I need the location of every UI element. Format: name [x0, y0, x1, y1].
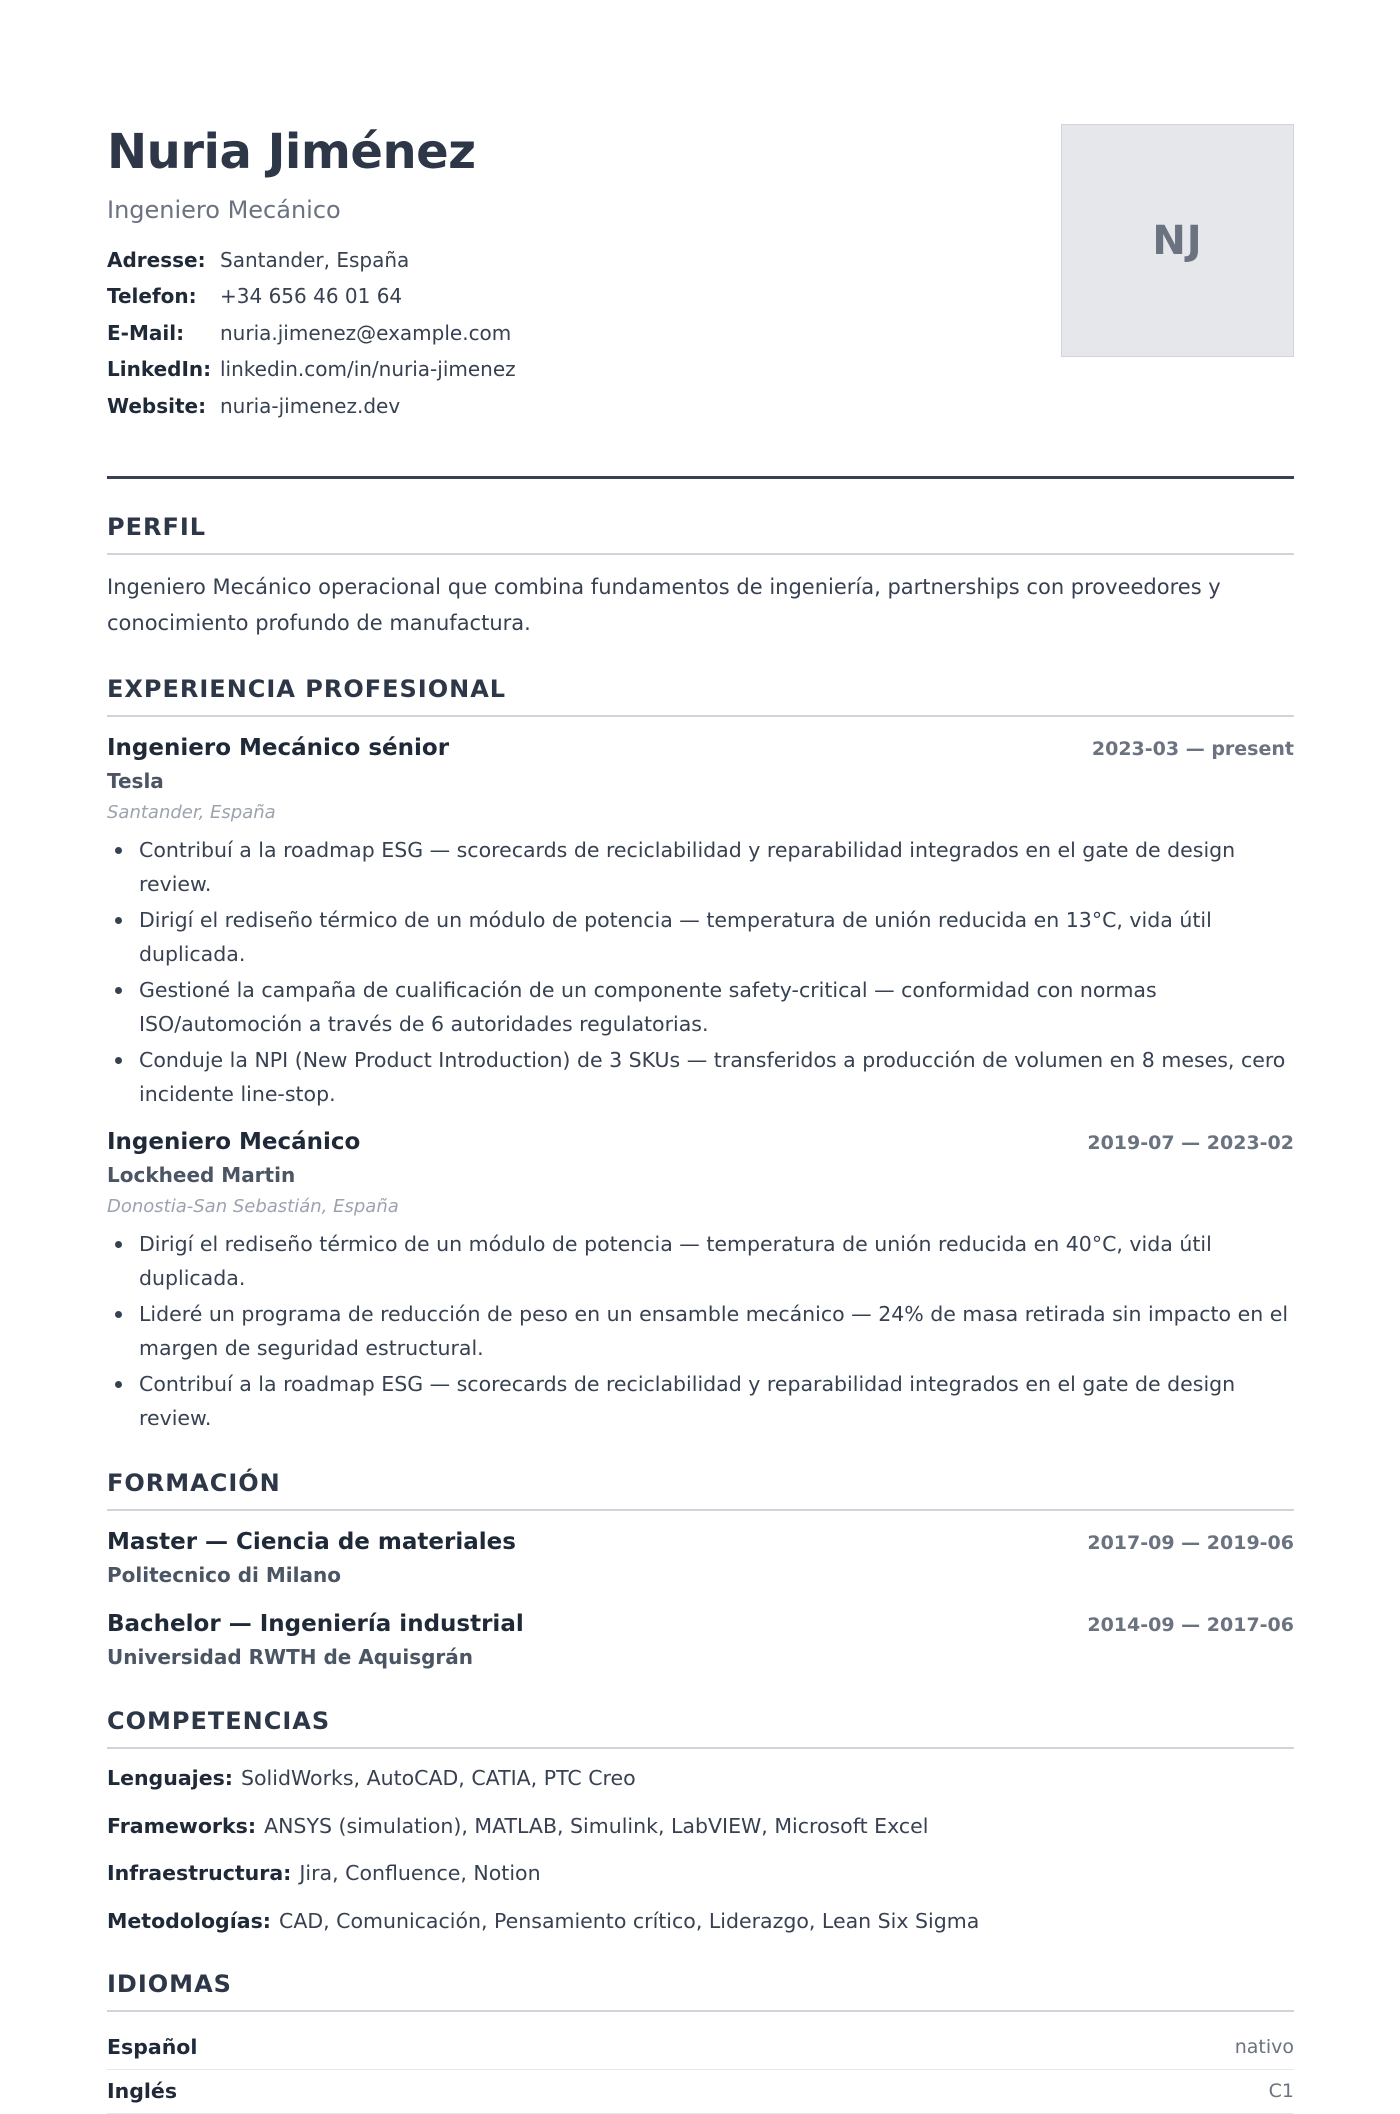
resume-header	[107, 124, 1294, 476]
contact-value: +34 656 46 01 64	[220, 284, 403, 309]
skill-row	[107, 1763, 1294, 1793]
education-dates: 2014-09 — 2017-06	[1087, 1614, 1294, 1636]
bullet-item: Gestioné la campaña de cualificación de un componente safety-critical — conformidad con normas ISO/automoción a través de 6 autoridades regulatorias.	[107, 973, 1294, 1041]
job-title: Ingeniero Mecánico sénior	[107, 735, 450, 761]
education-school: Politecnico di Milano	[107, 1563, 341, 1587]
contact-row-website	[107, 388, 1294, 425]
bullet-item: Dirigí el rediseño térmico de un módulo de potencia — temperatura de unión reducida en 13°C, vida útil duplicada.	[107, 903, 1294, 971]
education-entry	[107, 1525, 1294, 1591]
contact-value: linkedin.com/in/nuria-jimenez	[220, 357, 516, 382]
section-title: PERFIL	[107, 511, 1294, 555]
bullet-item: Dirigí el rediseño térmico de un módulo de potencia — temperatura de unión reducida en 40°C, vida útil duplicada.	[107, 1227, 1294, 1295]
skill-row	[107, 1858, 1294, 1888]
profile-section	[107, 511, 1294, 641]
education-degree: Master — Ciencia de materiales	[107, 1529, 516, 1555]
contact-value: Santander, España	[220, 247, 410, 272]
contact-label: LinkedIn:	[107, 357, 212, 382]
experience-section	[107, 673, 1294, 1435]
skill-label: Lenguajes:	[107, 1766, 233, 1790]
job-entry	[107, 731, 1294, 1111]
language-name: Español	[107, 2035, 198, 2059]
job-company: Lockheed Martin	[107, 1163, 296, 1187]
profile-summary: Ingeniero Mecánico operacional que combina fundamentos de ingeniería, partnerships con proveedores y conocimiento profundo de manufactura.	[107, 575, 1221, 635]
education-section	[107, 1467, 1294, 1673]
skill-value: SolidWorks, AutoCAD, CATIA, PTC Creo	[241, 1766, 636, 1790]
job-dates: 2019-07 — 2023-02	[1087, 1132, 1294, 1154]
candidate-role: Ingeniero Mecánico	[107, 195, 341, 224]
skill-label: Metodologías:	[107, 1908, 271, 1933]
job-title: Ingeniero Mecánico	[107, 1129, 361, 1155]
education-entry	[107, 1607, 1294, 1673]
education-dates: 2017-09 — 2019-06	[1087, 1532, 1294, 1554]
skill-value: Jira, Confluence, Notion	[299, 1861, 541, 1885]
contact-value: nuria-jimenez.dev	[220, 393, 401, 418]
job-company: Tesla	[107, 769, 164, 793]
languages-section	[107, 1968, 1294, 2114]
candidate-name: Nuria Jiménez	[107, 124, 476, 180]
education-degree: Bachelor — Ingeniería industrial	[107, 1611, 524, 1637]
contact-label: Telefon:	[107, 284, 197, 309]
bullet-item: Contribuí a la roadmap ESG — scorecards de reciclabilidad y reparabilidad integrados en el gate de design review.	[107, 833, 1294, 901]
section-title: IDIOMAS	[107, 1968, 1294, 2012]
job-bullets	[107, 833, 1294, 1111]
language-name: Inglés	[107, 2079, 178, 2103]
skill-value: ANSYS (simulation), MATLAB, Simulink, LabVIEW, Microsoft Excel	[264, 1813, 929, 1838]
bullet-item: Conduje la NPI (New Product Introduction) de 3 SKUs — transferidos a producción de volumen en 8 meses, cero incidente line-stop.	[107, 1043, 1294, 1111]
section-title: FORMACIÓN	[107, 1467, 1294, 1511]
language-level: C1	[1268, 2080, 1294, 2102]
header-divider	[107, 476, 1294, 479]
skill-label: Infraestructura:	[107, 1861, 292, 1885]
contact-label: Adresse:	[107, 247, 206, 272]
skill-row	[107, 1811, 1294, 1841]
contact-value: nuria.jimenez@example.com	[220, 320, 512, 345]
job-dates: 2023-03 — present	[1091, 738, 1294, 760]
contact-label: E-Mail:	[107, 320, 185, 345]
skill-value: CAD, Comunicación, Pensamiento crítico, Liderazgo, Lean Six Sigma	[279, 1908, 980, 1933]
bullet-item: Lideré un programa de reducción de peso en un ensamble mecánico — 24% de masa retirada sin impacto en el margen de seguridad estructural.	[107, 1297, 1294, 1365]
avatar-placeholder: NJ	[1061, 124, 1294, 357]
education-school: Universidad RWTH de Aquisgrán	[107, 1645, 474, 1669]
skill-label: Frameworks:	[107, 1813, 257, 1838]
job-bullets	[107, 1227, 1294, 1435]
job-location: Santander, España	[107, 802, 276, 823]
contact-label: Website:	[107, 393, 207, 418]
language-row	[107, 2026, 1294, 2070]
language-row	[107, 2070, 1294, 2114]
job-entry	[107, 1125, 1294, 1435]
skill-row	[107, 1906, 1294, 1936]
section-title: EXPERIENCIA PROFESIONAL	[107, 673, 1294, 717]
section-title: COMPETENCIAS	[107, 1705, 1294, 1749]
language-level: nativo	[1234, 2036, 1294, 2058]
job-location: Donostia-San Sebastián, España	[107, 1196, 399, 1217]
skills-section	[107, 1705, 1294, 1936]
bullet-item: Contribuí a la roadmap ESG — scorecards de reciclabilidad y reparabilidad integrados en el gate de design review.	[107, 1367, 1294, 1435]
